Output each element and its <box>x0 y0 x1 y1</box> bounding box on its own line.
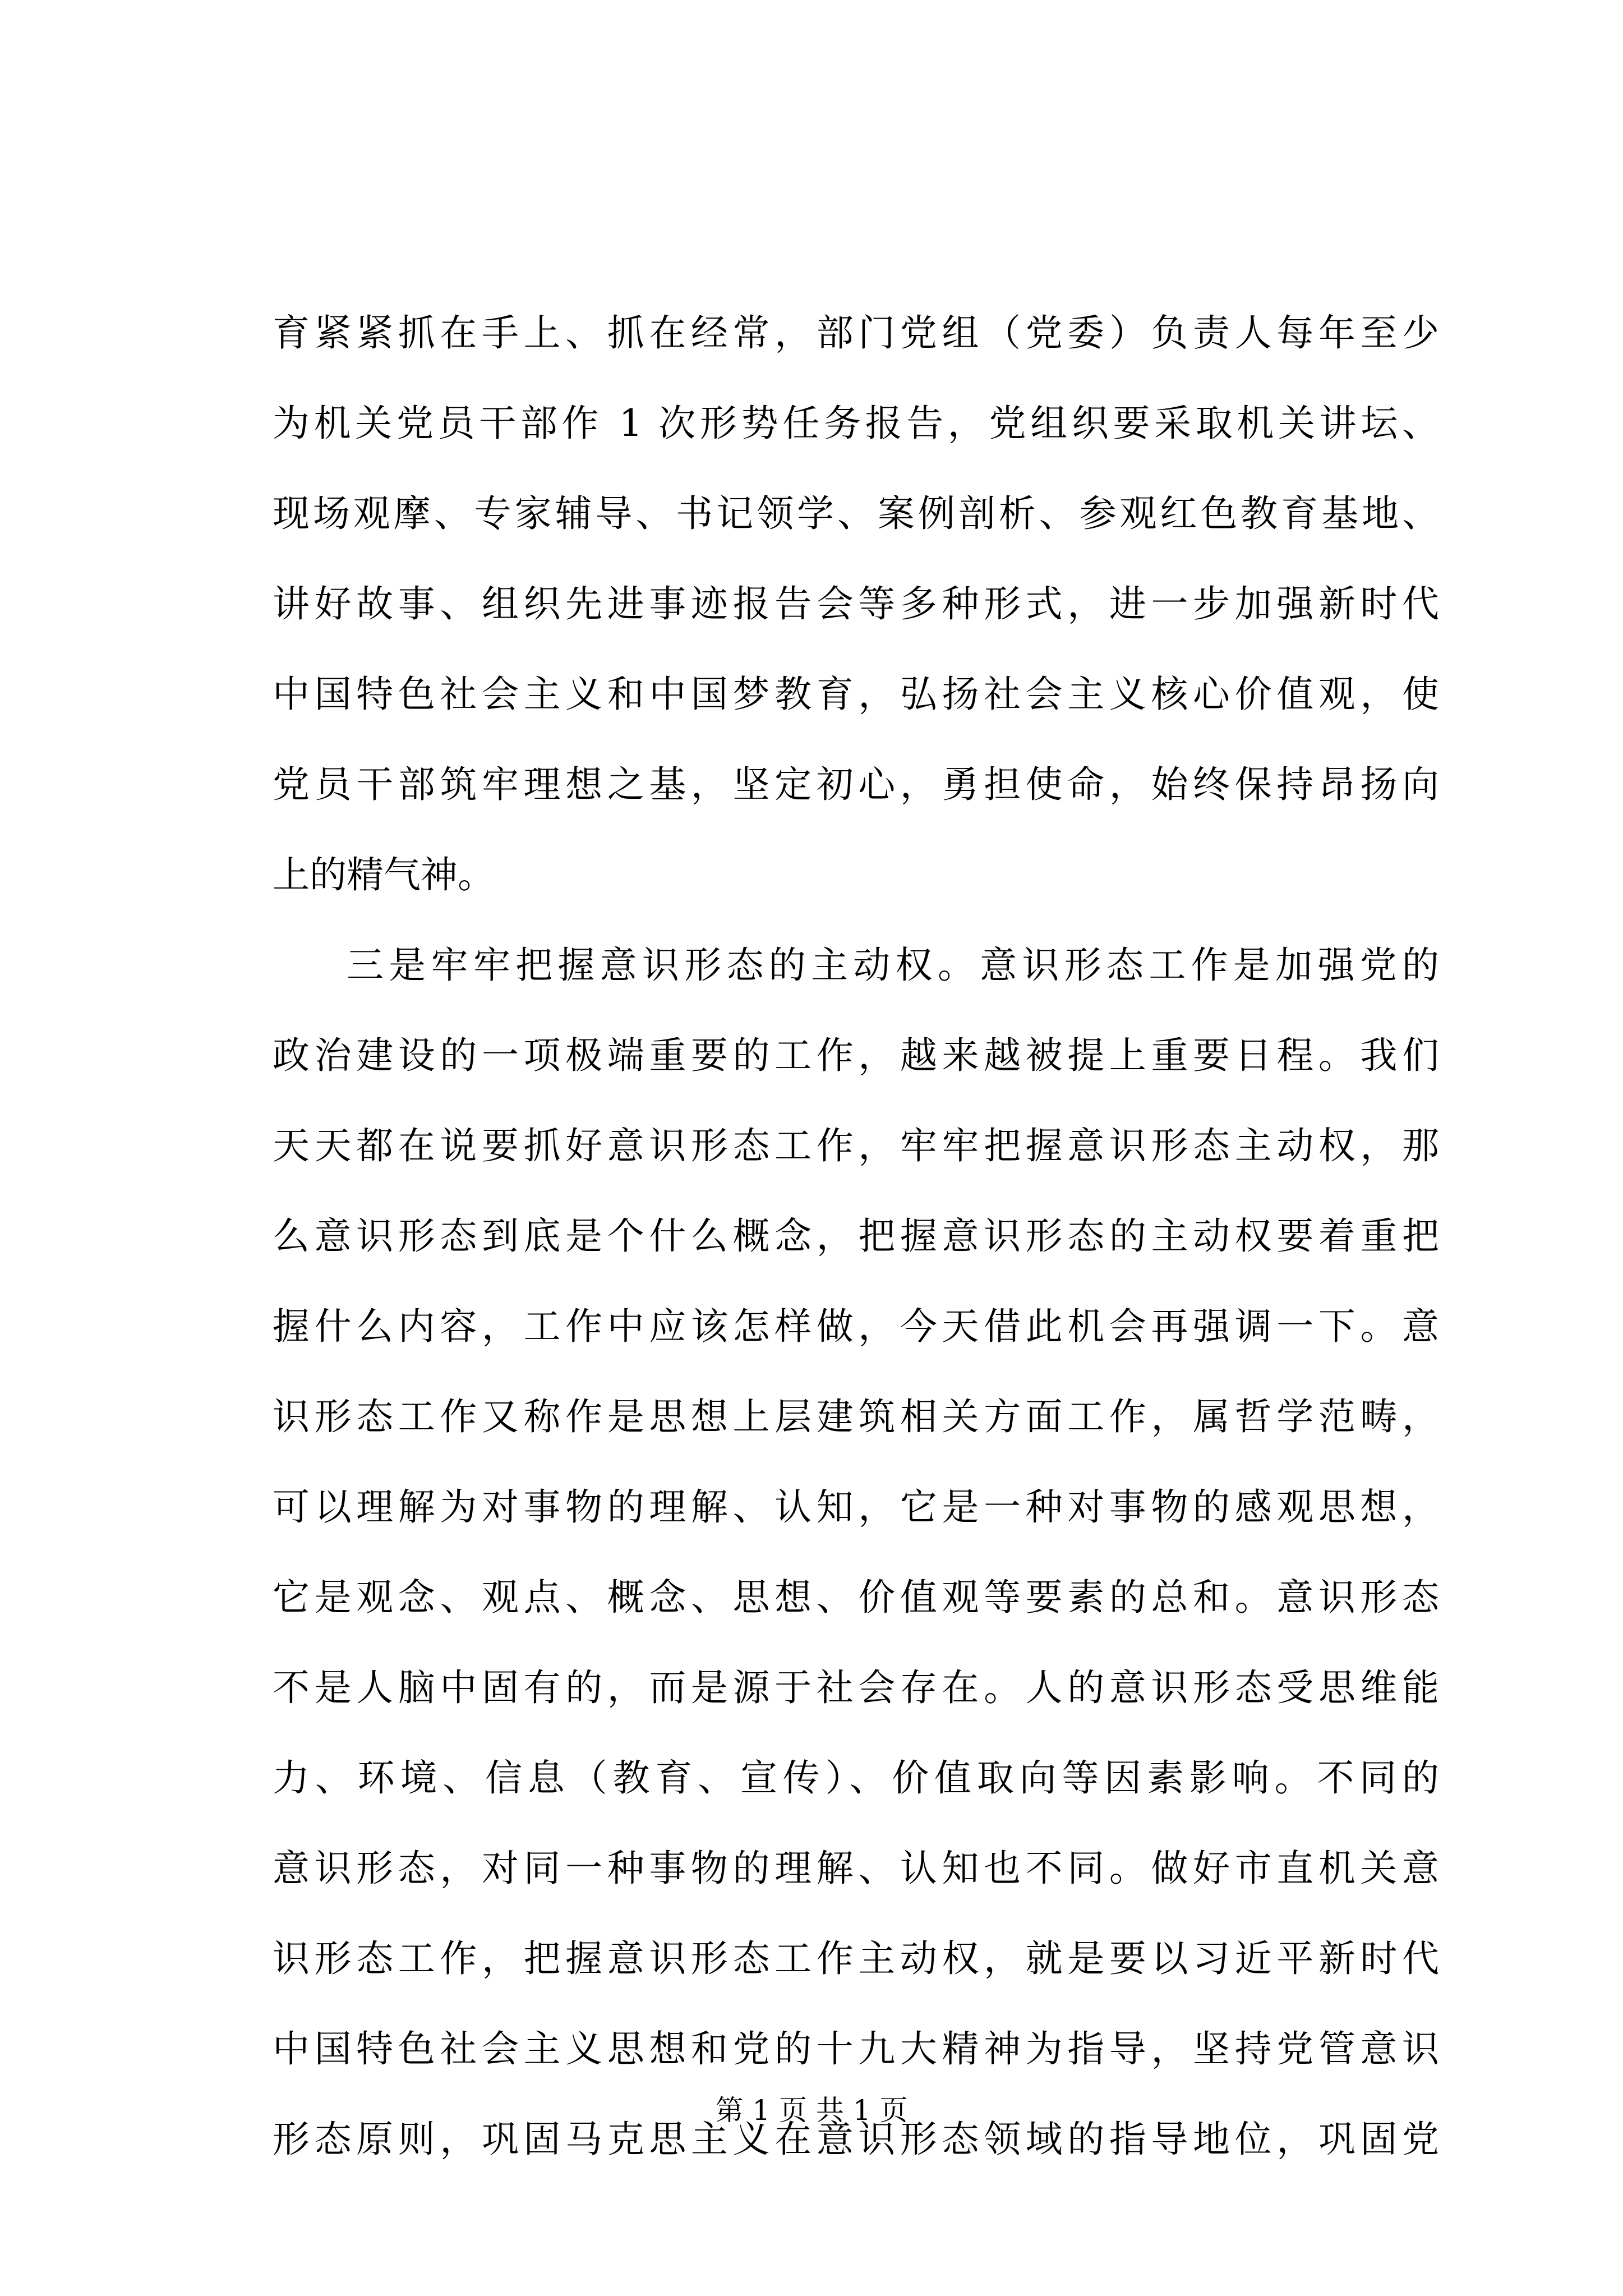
text-line: 形态原则，巩固马克思主义在意识形态领域的指导地位，巩固党 <box>273 2118 1439 2161</box>
text-line: 意识形态，对同一种事物的理解、认知也不同。做好市直机关意 <box>273 1847 1439 1890</box>
text-line: 识形态工作又称作是思想上层建筑相关方面工作，属哲学范畴， <box>273 1395 1439 1438</box>
text-line: 中国特色社会主义思想和党的十九大精神为指导，坚持党管意识 <box>273 2027 1439 2070</box>
text-line: 党员干部筑牢理想之基，坚定初心，勇担使命，始终保持昂扬向 <box>273 763 1439 806</box>
text-line: 为机关党员干部作 1 次形势任务报告，党组织要采取机关讲坛、 <box>273 402 1439 445</box>
page-number-footer: 第 1 页 共 1 页 <box>715 2094 908 2127</box>
paragraph-start-line: 三是牢牢把握意识形态的主动权。意识形态工作是加强党的 <box>347 944 1439 987</box>
text-line: 它是观念、观点、概念、思想、价值观等要素的总和。意识形态 <box>273 1576 1439 1619</box>
text-line: 么意识形态到底是个什么概念，把握意识形态的主动权要着重把 <box>273 1214 1439 1258</box>
text-line: 天天都在说要抓好意识形态工作，牢牢把握意识形态主动权，那 <box>273 1124 1439 1167</box>
text-line: 握什么内容，工作中应该怎样做，今天借此机会再强调一下。意 <box>273 1305 1439 1348</box>
text-line: 讲好故事、组织先进事迹报告会等多种形式，进一步加强新时代 <box>273 582 1439 625</box>
text-line: 识形态工作，把握意识形态工作主动权，就是要以习近平新时代 <box>273 1937 1439 1980</box>
text-line: 可以理解为对事物的理解、认知，它是一种对事物的感观思想， <box>273 1485 1439 1529</box>
text-line: 政治建设的一项极端重要的工作，越来越被提上重要日程。我们 <box>273 1034 1439 1077</box>
body-text <box>273 307 1439 2204</box>
text-line: 不是人脑中固有的，而是源于社会存在。人的意识形态受思维能 <box>273 1666 1439 1709</box>
text-line: 育紧紧抓在手上、抓在经常，部门党组（党委）负责人每年至少 <box>273 311 1439 355</box>
text-line: 中国特色社会主义和中国梦教育，弘扬社会主义核心价值观，使 <box>273 673 1439 716</box>
text-line: 现场观摩、专家辅导、书记领学、案例剖析、参观红色教育基地、 <box>273 492 1439 535</box>
text-line: 上的精气神。 <box>273 853 495 896</box>
text-line: 力、环境、信息（教育、宣传）、价值取向等因素影响。不同的 <box>273 1756 1439 1800</box>
